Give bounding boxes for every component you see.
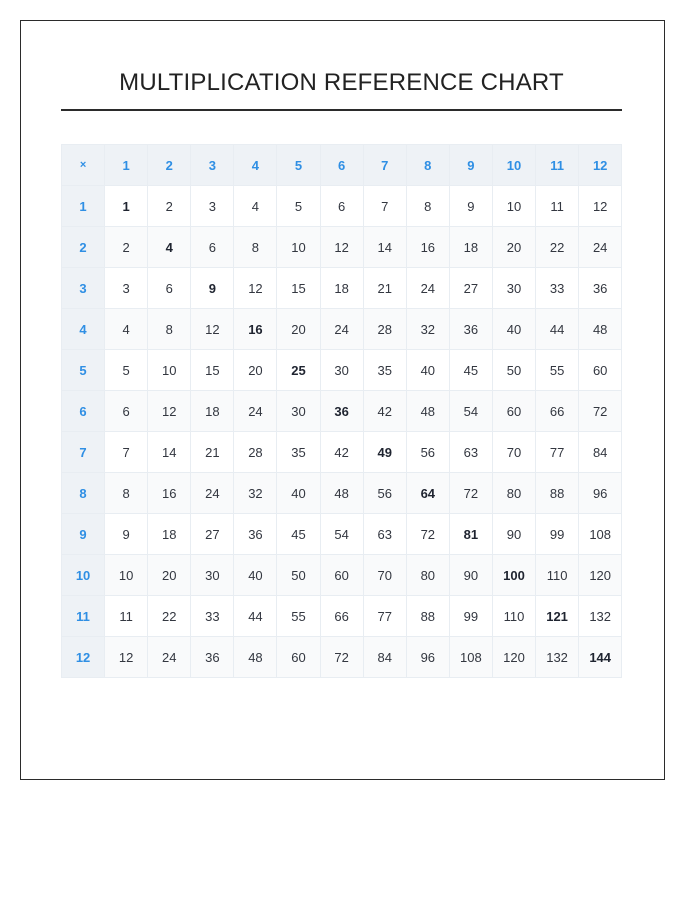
product-cell: 24: [148, 637, 191, 678]
sheet-content: [61, 61, 622, 678]
product-cell-diagonal: 100: [492, 555, 535, 596]
table-body: [62, 186, 622, 678]
product-cell: 18: [320, 268, 363, 309]
product-cell: 18: [449, 227, 492, 268]
product-cell: 24: [579, 227, 622, 268]
product-cell: 110: [492, 596, 535, 637]
product-cell: 36: [234, 514, 277, 555]
product-cell: 72: [406, 514, 449, 555]
product-cell: 120: [492, 637, 535, 678]
product-cell: 48: [579, 309, 622, 350]
product-cell-diagonal: 64: [406, 473, 449, 514]
column-header-4: 4: [234, 145, 277, 186]
table-row: [62, 596, 622, 637]
product-cell: 50: [277, 555, 320, 596]
product-cell: 55: [536, 350, 579, 391]
product-cell: 24: [320, 309, 363, 350]
product-cell: 21: [191, 432, 234, 473]
product-cell: 35: [277, 432, 320, 473]
product-cell: 18: [191, 391, 234, 432]
product-cell: 12: [579, 186, 622, 227]
product-cell-diagonal: 9: [191, 268, 234, 309]
product-cell: 12: [191, 309, 234, 350]
product-cell: 90: [492, 514, 535, 555]
product-cell: 22: [148, 596, 191, 637]
product-cell-diagonal: 25: [277, 350, 320, 391]
column-header-2: 2: [148, 145, 191, 186]
product-cell: 48: [234, 637, 277, 678]
column-header-12: 12: [579, 145, 622, 186]
title-divider: [61, 109, 622, 111]
corner-operator-cell: ×: [62, 145, 105, 186]
product-cell: 40: [492, 309, 535, 350]
product-cell: 9: [449, 186, 492, 227]
product-cell: 9: [105, 514, 148, 555]
product-cell: 84: [579, 432, 622, 473]
row-header-3: 3: [62, 268, 105, 309]
table-row: [62, 309, 622, 350]
product-cell: 10: [105, 555, 148, 596]
product-cell: 22: [536, 227, 579, 268]
row-header-5: 5: [62, 350, 105, 391]
product-cell: 30: [191, 555, 234, 596]
row-header-8: 8: [62, 473, 105, 514]
product-cell: 12: [148, 391, 191, 432]
product-cell: 32: [406, 309, 449, 350]
row-header-7: 7: [62, 432, 105, 473]
product-cell: 24: [191, 473, 234, 514]
product-cell: 90: [449, 555, 492, 596]
product-cell: 36: [449, 309, 492, 350]
product-cell: 30: [277, 391, 320, 432]
table-row: [62, 555, 622, 596]
product-cell: 8: [105, 473, 148, 514]
product-cell: 20: [492, 227, 535, 268]
product-cell: 72: [449, 473, 492, 514]
product-cell: 24: [406, 268, 449, 309]
product-cell: 40: [234, 555, 277, 596]
product-cell: 48: [406, 391, 449, 432]
product-cell: 5: [105, 350, 148, 391]
table-row: [62, 268, 622, 309]
product-cell: 6: [148, 268, 191, 309]
product-cell: 11: [105, 596, 148, 637]
row-header-1: 1: [62, 186, 105, 227]
product-cell: 54: [320, 514, 363, 555]
product-cell: 14: [363, 227, 406, 268]
row-header-2: 2: [62, 227, 105, 268]
table-row: [62, 391, 622, 432]
product-cell: 120: [579, 555, 622, 596]
product-cell: 96: [579, 473, 622, 514]
product-cell: 55: [277, 596, 320, 637]
product-cell: 15: [277, 268, 320, 309]
product-cell: 10: [277, 227, 320, 268]
row-header-6: 6: [62, 391, 105, 432]
table-row: [62, 473, 622, 514]
product-cell: 18: [148, 514, 191, 555]
product-cell: 24: [234, 391, 277, 432]
column-header-9: 9: [449, 145, 492, 186]
product-cell-diagonal: 16: [234, 309, 277, 350]
product-cell: 12: [234, 268, 277, 309]
product-cell: 80: [406, 555, 449, 596]
column-header-5: 5: [277, 145, 320, 186]
product-cell: 4: [105, 309, 148, 350]
product-cell: 10: [148, 350, 191, 391]
product-cell: 21: [363, 268, 406, 309]
product-cell: 27: [449, 268, 492, 309]
product-cell: 84: [363, 637, 406, 678]
product-cell: 50: [492, 350, 535, 391]
column-header-6: 6: [320, 145, 363, 186]
product-cell: 80: [492, 473, 535, 514]
page-frame: [20, 20, 665, 780]
product-cell: 8: [148, 309, 191, 350]
product-cell-diagonal: 36: [320, 391, 363, 432]
product-cell: 3: [105, 268, 148, 309]
product-cell: 56: [406, 432, 449, 473]
product-cell: 8: [234, 227, 277, 268]
product-cell: 40: [406, 350, 449, 391]
product-cell: 48: [320, 473, 363, 514]
product-cell: 45: [449, 350, 492, 391]
row-header-12: 12: [62, 637, 105, 678]
product-cell: 6: [105, 391, 148, 432]
product-cell: 4: [234, 186, 277, 227]
product-cell: 66: [320, 596, 363, 637]
product-cell-diagonal: 121: [536, 596, 579, 637]
product-cell: 110: [536, 555, 579, 596]
product-cell: 88: [406, 596, 449, 637]
row-header-9: 9: [62, 514, 105, 555]
product-cell: 132: [579, 596, 622, 637]
product-cell: 2: [105, 227, 148, 268]
product-cell: 72: [320, 637, 363, 678]
table-row: [62, 186, 622, 227]
column-header-8: 8: [406, 145, 449, 186]
product-cell: 77: [363, 596, 406, 637]
table-row: [62, 637, 622, 678]
product-cell: 30: [320, 350, 363, 391]
table-row: [62, 227, 622, 268]
product-cell: 16: [148, 473, 191, 514]
product-cell-diagonal: 81: [449, 514, 492, 555]
product-cell-diagonal: 1: [105, 186, 148, 227]
product-cell: 20: [148, 555, 191, 596]
product-cell: 96: [406, 637, 449, 678]
product-cell: 99: [449, 596, 492, 637]
column-header-7: 7: [363, 145, 406, 186]
product-cell: 63: [449, 432, 492, 473]
header-row: [62, 145, 622, 186]
product-cell: 60: [320, 555, 363, 596]
product-cell: 6: [320, 186, 363, 227]
table-header: [62, 145, 622, 186]
product-cell: 32: [234, 473, 277, 514]
product-cell: 99: [536, 514, 579, 555]
product-cell: 28: [234, 432, 277, 473]
product-cell: 15: [191, 350, 234, 391]
product-cell: 132: [536, 637, 579, 678]
product-cell: 33: [536, 268, 579, 309]
product-cell: 70: [492, 432, 535, 473]
product-cell: 44: [234, 596, 277, 637]
product-cell: 108: [579, 514, 622, 555]
product-cell: 16: [406, 227, 449, 268]
column-header-11: 11: [536, 145, 579, 186]
product-cell: 45: [277, 514, 320, 555]
product-cell: 56: [363, 473, 406, 514]
column-header-1: 1: [105, 145, 148, 186]
table-row: [62, 350, 622, 391]
product-cell: 60: [579, 350, 622, 391]
product-cell: 33: [191, 596, 234, 637]
product-cell: 77: [536, 432, 579, 473]
product-cell: 14: [148, 432, 191, 473]
row-header-10: 10: [62, 555, 105, 596]
product-cell: 44: [536, 309, 579, 350]
product-cell: 20: [234, 350, 277, 391]
table-row: [62, 432, 622, 473]
product-cell: 36: [579, 268, 622, 309]
table-row: [62, 514, 622, 555]
product-cell: 70: [363, 555, 406, 596]
product-cell-diagonal: 4: [148, 227, 191, 268]
multiplication-table: [61, 144, 622, 678]
product-cell: 60: [492, 391, 535, 432]
product-cell: 8: [406, 186, 449, 227]
product-cell: 7: [363, 186, 406, 227]
product-cell: 35: [363, 350, 406, 391]
product-cell: 10: [492, 186, 535, 227]
product-cell: 72: [579, 391, 622, 432]
product-cell: 63: [363, 514, 406, 555]
product-cell: 27: [191, 514, 234, 555]
product-cell: 7: [105, 432, 148, 473]
product-cell: 42: [320, 432, 363, 473]
product-cell: 88: [536, 473, 579, 514]
column-header-10: 10: [492, 145, 535, 186]
product-cell: 36: [191, 637, 234, 678]
product-cell: 12: [320, 227, 363, 268]
product-cell: 20: [277, 309, 320, 350]
product-cell: 108: [449, 637, 492, 678]
product-cell: 60: [277, 637, 320, 678]
page-title: MULTIPLICATION REFERENCE CHART: [119, 69, 564, 96]
product-cell: 54: [449, 391, 492, 432]
product-cell-diagonal: 144: [579, 637, 622, 678]
product-cell: 40: [277, 473, 320, 514]
product-cell: 11: [536, 186, 579, 227]
product-cell-diagonal: 49: [363, 432, 406, 473]
product-cell: 2: [148, 186, 191, 227]
product-cell: 3: [191, 186, 234, 227]
row-header-11: 11: [62, 596, 105, 637]
product-cell: 42: [363, 391, 406, 432]
product-cell: 5: [277, 186, 320, 227]
product-cell: 28: [363, 309, 406, 350]
product-cell: 12: [105, 637, 148, 678]
row-header-4: 4: [62, 309, 105, 350]
product-cell: 66: [536, 391, 579, 432]
product-cell: 30: [492, 268, 535, 309]
column-header-3: 3: [191, 145, 234, 186]
product-cell: 6: [191, 227, 234, 268]
